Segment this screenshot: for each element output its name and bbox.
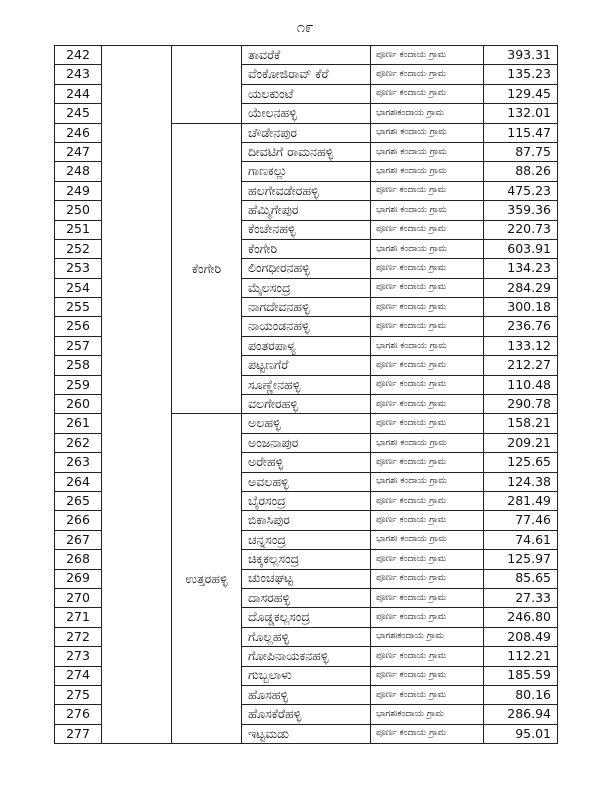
village-status-cell: ಪೂರ್ಣ ಕಂದಾಯ ಗ್ರಾಮ: [371, 317, 484, 336]
village-name-cell: ಗಾಣಕಲ್ಲು: [242, 162, 371, 181]
area-cell: 112.21: [484, 647, 558, 666]
area-cell: 208.49: [484, 627, 558, 646]
area-cell: 27.33: [484, 588, 558, 607]
village-table: [54, 45, 558, 744]
area-cell: 158.21: [484, 414, 558, 433]
village-name-cell: ಬೈರಸಂದ್ರ: [242, 491, 371, 510]
village-name-cell: ವೆಂಕೋಜಿರಾವ್ ಕೆರೆ: [242, 65, 371, 84]
village-status-cell: ಪೂರ್ಣ ಕಂದಾಯ ಗ್ರಾಮ: [371, 550, 484, 569]
area-cell: 246.80: [484, 608, 558, 627]
area-cell: 95.01: [484, 724, 558, 743]
village-name-cell: ಹೊಸಹಳ್ಳಿ: [242, 685, 371, 704]
area-cell: 236.76: [484, 317, 558, 336]
village-name-cell: ಸೂಣ್ಣೇನಹಳ್ಳಿ: [242, 375, 371, 394]
village-status-cell: ಭಾಗಶಃ ಕಂದಾಯ ಗ್ರಾಮ: [371, 201, 484, 220]
area-cell: 115.47: [484, 123, 558, 142]
area-cell: 85.65: [484, 569, 558, 588]
serial-number-cell: 275: [55, 685, 102, 704]
serial-number-cell: 255: [55, 298, 102, 317]
village-status-cell: ಭಾಗಶಃ ಕಂದಾಯ ಗ್ರಾಮ: [371, 433, 484, 452]
area-cell: 129.45: [484, 84, 558, 103]
area-cell: 125.65: [484, 453, 558, 472]
village-status-cell: ಪೂರ್ಣ ಕಂದಾಯ ಗ್ರಾಮ: [371, 588, 484, 607]
serial-number-cell: 260: [55, 395, 102, 414]
village-status-cell: ಪೂರ್ಣ ಕಂದಾಯ ಗ್ರಾಮ: [371, 298, 484, 317]
area-cell: 209.21: [484, 433, 558, 452]
area-cell: 286.94: [484, 705, 558, 724]
village-name-cell: ಲಿಂಗಧೀರನಹಳ್ಳಿ: [242, 259, 371, 278]
serial-number-cell: 273: [55, 647, 102, 666]
village-status-cell: ಭಾಗಶಃಕಂದಾಯ ಗ್ರಾಮ: [371, 627, 484, 646]
village-name-cell: ಕೆಂಗೇರಿ: [242, 239, 371, 258]
area-cell: 110.48: [484, 375, 558, 394]
area-cell: 74.61: [484, 530, 558, 549]
village-name-cell: ಅಂಜನಾಪುರ: [242, 433, 371, 452]
village-status-cell: ಪೂರ್ಣ ಕಂದಾಯ ಗ್ರಾಮ: [371, 608, 484, 627]
area-cell: 185.59: [484, 666, 558, 685]
serial-number-cell: 249: [55, 181, 102, 200]
serial-number-cell: 257: [55, 336, 102, 355]
village-status-cell: ಭಾಗಶಃ ಕಂದಾಯ ಗ್ರಾಮ: [371, 530, 484, 549]
serial-number-cell: 266: [55, 511, 102, 530]
area-cell: 300.18: [484, 298, 558, 317]
village-status-cell: ಪೂರ್ಣ ಕಂದಾಯ ಗ್ರಾಮ: [371, 46, 484, 65]
table-row: [55, 46, 558, 65]
area-cell: 290.78: [484, 395, 558, 414]
village-name-cell: ಗೊಲ್ಲಹಳ್ಳಿ: [242, 627, 371, 646]
village-name-cell: ಹೊಸಕೆರೆಹಳ್ಳಿ: [242, 705, 371, 724]
taluk-cell: [102, 46, 172, 744]
village-name-cell: ಚೌಡೇನಪುರ: [242, 123, 371, 142]
serial-number-cell: 268: [55, 550, 102, 569]
village-name-cell: ಯೇಲನಹಳ್ಳಿ: [242, 104, 371, 123]
serial-number-cell: 264: [55, 472, 102, 491]
village-status-cell: ಭಾಗಶಃ ಕಂದಾಯ ಗ್ರಾಮ: [371, 142, 484, 161]
village-name-cell: ನಾಗದೇವನಹಳ್ಳಿ: [242, 298, 371, 317]
village-status-cell: ಪೂರ್ಣ ಕಂದಾಯ ಗ್ರಾಮ: [371, 569, 484, 588]
village-status-cell: ಪೂರ್ಣ ಕಂದಾಯ ಗ್ರಾಮ: [371, 395, 484, 414]
serial-number-cell: 270: [55, 588, 102, 607]
village-status-cell: ಪೂರ್ಣ ಕಂದಾಯ ಗ್ರಾಮ: [371, 375, 484, 394]
village-name-cell: ಗುಬ್ಬಲಾಳು: [242, 666, 371, 685]
village-status-cell: ಪೂರ್ಣ ಕಂದಾಯ ಗ್ರಾಮ: [371, 414, 484, 433]
serial-number-cell: 242: [55, 46, 102, 65]
area-cell: 132.01: [484, 104, 558, 123]
village-name-cell: ಪಟ್ಟಣಗೆರೆ: [242, 356, 371, 375]
serial-number-cell: 254: [55, 278, 102, 297]
village-status-cell: ಭಾಗಶಃ ಕಂದಾಯ ಗ್ರಾಮ: [371, 123, 484, 142]
village-name-cell: ಚುಂಚಘಟ್ಟ: [242, 569, 371, 588]
village-status-cell: ಭಾಗಶಃ ಕಂದಾಯ ಗ್ರಾಮ: [371, 336, 484, 355]
serial-number-cell: 269: [55, 569, 102, 588]
village-status-cell: ಪೂರ್ಣ ಕಂದಾಯ ಗ್ರಾಮ: [371, 453, 484, 472]
village-status-cell: ಪೂರ್ಣ ಕಂದಾಯ ಗ್ರಾಮ: [371, 65, 484, 84]
area-cell: 393.31: [484, 46, 558, 65]
village-name-cell: ದಾಸರಹಳ್ಳಿ: [242, 588, 371, 607]
serial-number-cell: 253: [55, 259, 102, 278]
serial-number-cell: 277: [55, 724, 102, 743]
area-cell: 124.38: [484, 472, 558, 491]
page-number: ೧೯: [296, 18, 314, 36]
serial-number-cell: 262: [55, 433, 102, 452]
hobli-cell: [172, 46, 242, 124]
serial-number-cell: 274: [55, 666, 102, 685]
village-status-cell: ಪೂರ್ಣ ಕಂದಾಯ ಗ್ರಾಮ: [371, 491, 484, 510]
serial-number-cell: 258: [55, 356, 102, 375]
village-name-cell: ತಾವರೆಕೆ: [242, 46, 371, 65]
village-status-cell: ಪೂರ್ಣ ಕಂದಾಯ ಗ್ರಾಮ: [371, 259, 484, 278]
village-status-cell: ಭಾಗಶಃ ಕಂದಾಯ ಗ್ರಾಮ: [371, 162, 484, 181]
village-name-cell: ಅರೇಹಳ್ಳಿ: [242, 453, 371, 472]
hobli-cell: ಕೆಂಗೇರಿ: [172, 123, 242, 414]
serial-number-cell: 244: [55, 84, 102, 103]
area-cell: 135.23: [484, 65, 558, 84]
village-status-cell: ಪೂರ್ಣ ಕಂದಾಯ ಗ್ರಾಮ: [371, 511, 484, 530]
village-status-cell: ಪೂರ್ಣ ಕಂದಾಯ ಗ್ರಾಮ: [371, 220, 484, 239]
village-name-cell: ನಾಯಂಡನಹಳ್ಳಿ: [242, 317, 371, 336]
area-cell: 87.75: [484, 142, 558, 161]
village-status-cell: ಭಾಗಶಃ ಕಂದಾಯ ಗ್ರಾಮ: [371, 239, 484, 258]
village-name-cell: ಚಿಕ್ಕಕಲ್ಲಸಂದ್ರ: [242, 550, 371, 569]
serial-number-cell: 276: [55, 705, 102, 724]
village-status-cell: ಪೂರ್ಣ ಕಂದಾಯ ಗ್ರಾಮ: [371, 685, 484, 704]
village-name-cell: ಪಂತರಪಾಳ್ಯ: [242, 336, 371, 355]
serial-number-cell: 259: [55, 375, 102, 394]
serial-number-cell: 245: [55, 104, 102, 123]
village-name-cell: ಗೋಪಿನಾಯಕನಹಳ್ಳಿ: [242, 647, 371, 666]
village-status-cell: ಭಾಗಶಃಕಂದಾಯ ಗ್ರಾಮ: [371, 104, 484, 123]
village-name-cell: ಇಟ್ಟಮಡು: [242, 724, 371, 743]
village-status-cell: ಪೂರ್ಣ ಕಂದಾಯ ಗ್ರಾಮ: [371, 724, 484, 743]
village-name-cell: ಬಿಕಾಸಿಪುರ: [242, 511, 371, 530]
village-name-cell: ಹಲಗೇವಡೇರಹಳ್ಳಿ: [242, 181, 371, 200]
village-name-cell: ಅವಲಹಳ್ಳಿ: [242, 472, 371, 491]
village-name-cell: ಚನ್ನಸಂದ್ರ: [242, 530, 371, 549]
serial-number-cell: 247: [55, 142, 102, 161]
serial-number-cell: 263: [55, 453, 102, 472]
serial-number-cell: 251: [55, 220, 102, 239]
village-status-cell: ಪೂರ್ಣ ಕಂದಾಯ ಗ್ರಾಮ: [371, 84, 484, 103]
serial-number-cell: 246: [55, 123, 102, 142]
serial-number-cell: 265: [55, 491, 102, 510]
village-name-cell: ದೀವಟಿಗೆ ರಾಮನಹಳ್ಳಿ: [242, 142, 371, 161]
village-name-cell: ಅಲಹಳ್ಳಿ: [242, 414, 371, 433]
village-name-cell: ಯಲಕುಂಟೆ: [242, 84, 371, 103]
area-cell: 359.36: [484, 201, 558, 220]
serial-number-cell: 271: [55, 608, 102, 627]
village-name-cell: ಮೈಲಸಂದ್ರ: [242, 278, 371, 297]
village-status-cell: ಪೂರ್ಣ ಕಂದಾಯ ಗ್ರಾಮ: [371, 356, 484, 375]
serial-number-cell: 272: [55, 627, 102, 646]
serial-number-cell: 250: [55, 201, 102, 220]
serial-number-cell: 243: [55, 65, 102, 84]
hobli-cell: ಉತ್ತರಹಳ್ಳಿ: [172, 414, 242, 744]
village-status-cell: ಪೂರ್ಣ ಕಂದಾಯ ಗ್ರಾಮ: [371, 278, 484, 297]
area-cell: 475.23: [484, 181, 558, 200]
area-cell: 603.91: [484, 239, 558, 258]
area-cell: 220.73: [484, 220, 558, 239]
area-cell: 212.27: [484, 356, 558, 375]
serial-number-cell: 261: [55, 414, 102, 433]
village-status-cell: ಪೂರ್ಣ ಕಂದಾಯ ಗ್ರಾಮ: [371, 181, 484, 200]
area-cell: 284.29: [484, 278, 558, 297]
area-cell: 80.16: [484, 685, 558, 704]
village-status-cell: ಪೂರ್ಣ ಕಂದಾಯ ಗ್ರಾಮ: [371, 666, 484, 685]
serial-number-cell: 248: [55, 162, 102, 181]
area-cell: 134.23: [484, 259, 558, 278]
area-cell: 133.12: [484, 336, 558, 355]
village-name-cell: ಕೆಂಚೇನಹಳ್ಳಿ: [242, 220, 371, 239]
serial-number-cell: 267: [55, 530, 102, 549]
serial-number-cell: 252: [55, 239, 102, 258]
area-cell: 88.26: [484, 162, 558, 181]
village-status-cell: ಪೂರ್ಣ ಕಂದಾಯ ಗ್ರಾಮ: [371, 647, 484, 666]
area-cell: 281.49: [484, 491, 558, 510]
village-name-cell: ಹೆಮ್ಮಿಗೇಪುರ: [242, 201, 371, 220]
village-status-cell: ಭಾಗಶಃಕಂದಾಯ ಗ್ರಾಮ: [371, 705, 484, 724]
serial-number-cell: 256: [55, 317, 102, 336]
area-cell: 125.97: [484, 550, 558, 569]
village-status-cell: ಭಾಗಶಃ ಕಂದಾಯ ಗ್ರಾಮ: [371, 472, 484, 491]
area-cell: 77.46: [484, 511, 558, 530]
village-name-cell: ವಲಗೇರಹಳ್ಳಿ: [242, 395, 371, 414]
village-name-cell: ದೊಡ್ಡಕಲ್ಲಸಂದ್ರ: [242, 608, 371, 627]
